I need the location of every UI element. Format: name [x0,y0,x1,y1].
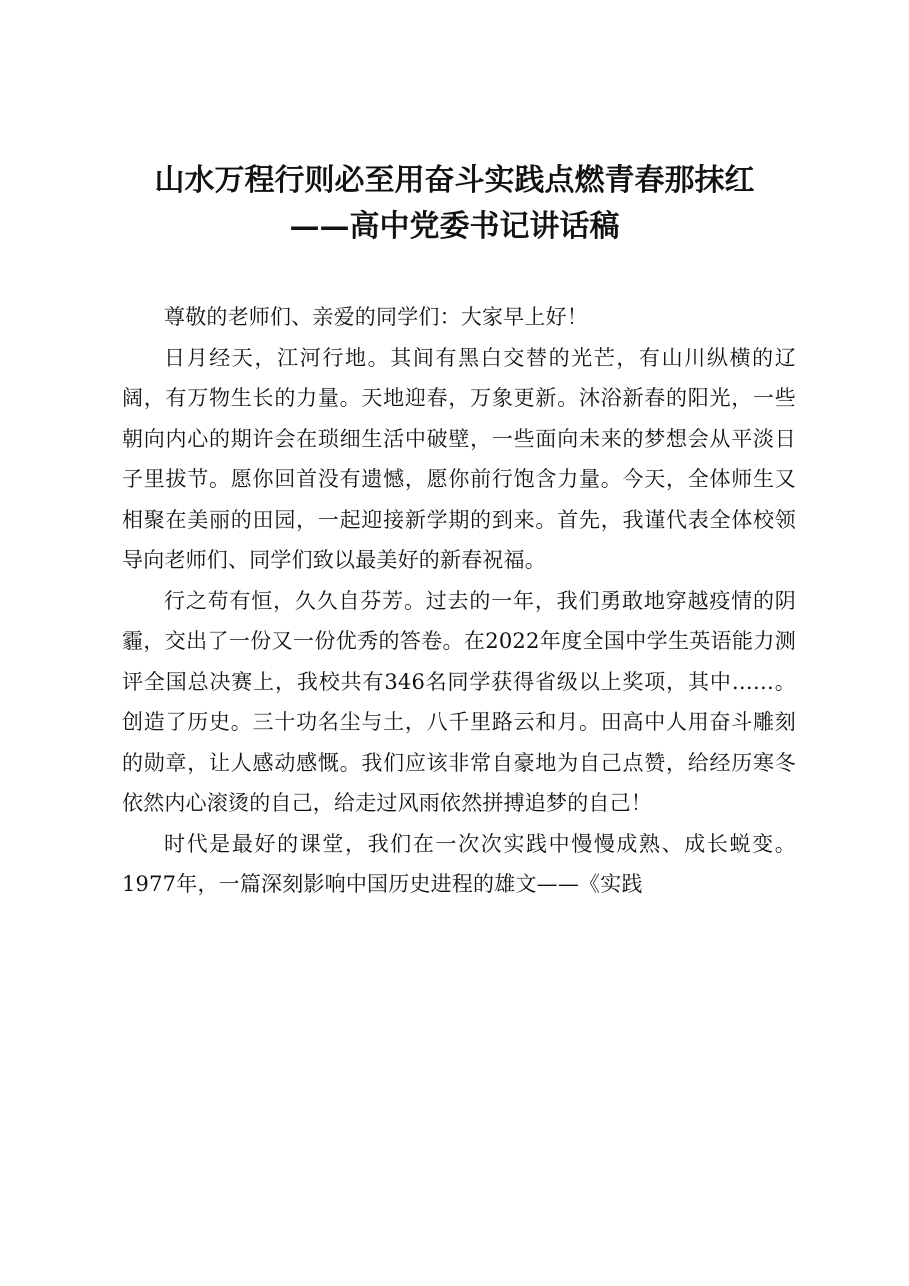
document-body [122,297,796,905]
document-title [0,158,909,250]
title-line-1: 山水万程行则必至用奋斗实践点燃青春那抹红 [154,163,755,198]
title-line-2: ——高中党委书记讲话稿 [289,209,620,244]
body-paragraph: 日月经天，江河行地。其间有黑白交替的光芒，有山川纵横的辽阔，有万物生长的力量。天地迎春，万象更新。沐浴新春的阳光，一些朝向内心的期许会在琐细生活中破壁，一些面向未来的梦想会从平淡日子里拔节。愿你回首没有遗憾，愿你前行饱含力量。今天，全体师生又相聚在美丽的田园，一起迎接新学期的到来。首先，我谨代表全体校领导向老师们、同学们致以最美好的新春祝福。 [122,345,796,572]
body-paragraph: 时代是最好的课堂，我们在一次次实践中慢慢成熟、成长蜕变。1977年，一篇深刻影响中国历史进程的雄文——《实践 [122,831,796,896]
body-paragraph: 行之苟有恒，久久自芬芳。过去的一年，我们勇敢地穿越疫情的阴霾，交出了一份又一份优秀的答卷。在2022年度全国中学生英语能力测评全国总决赛上，我校共有346名同学获得省级以上奖项，其中……。创造了历史。三十功名尘与土，八千里路云和月。田高中人用奋斗雕刻的勋章，让人感动感慨。我们应该非常自豪地为自己点赞，给经历寒冬依然内心滚烫的自己，给走过风雨依然拼搏追梦的自己！ [122,588,796,815]
greeting-paragraph: 尊敬的老师们、亲爱的同学们：大家早上好！ [164,305,588,329]
